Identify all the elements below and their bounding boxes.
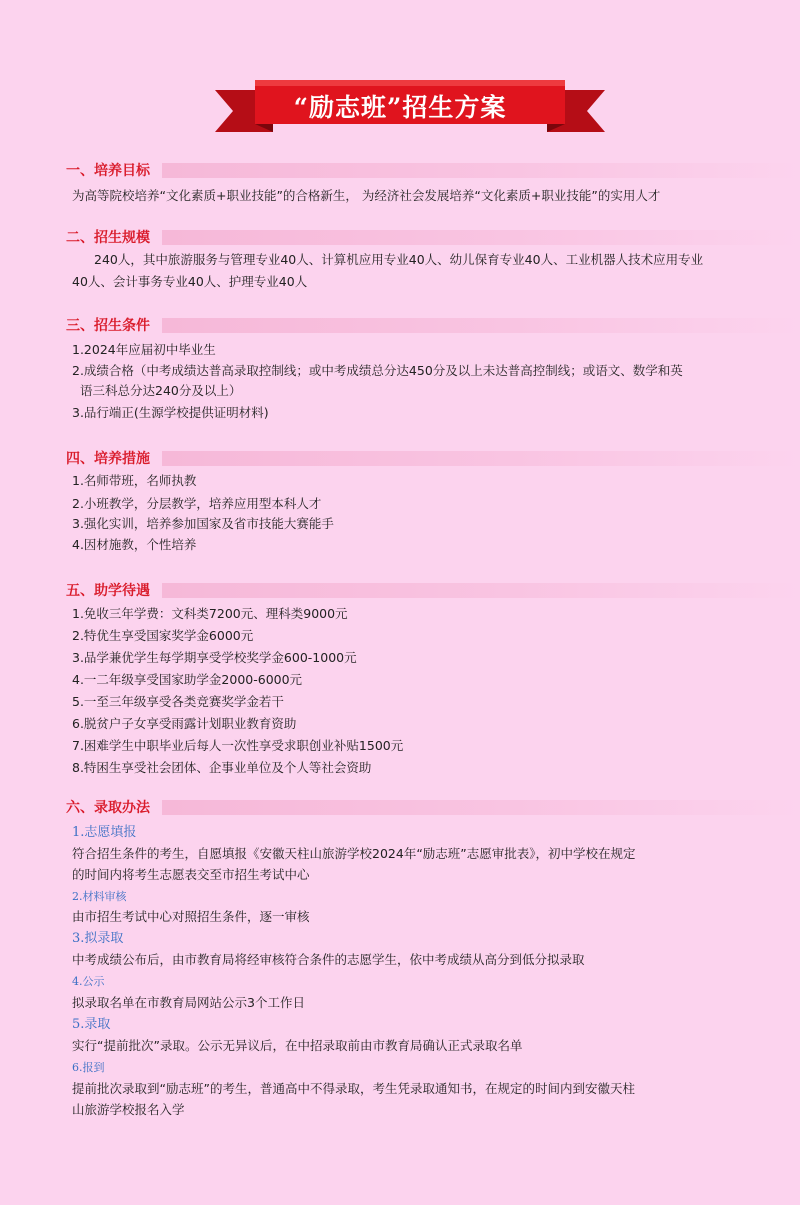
- text-line: 240人，其中旅游服务与管理专业40人、计算机应用专业40人、幼儿保育专业40人、工业机器人技术应用专业: [94, 252, 704, 267]
- text-line: 3.强化实训，培养参加国家及省市技能大赛能手: [72, 516, 334, 531]
- text-line: 1.免收三年学费：文科类7200元、理科类9000元: [72, 606, 348, 621]
- text-line: 为高等院校培养“文化素质+职业技能”的合格新生， 为经济社会发展培养“文化素质+职业技能”的实用人才: [72, 188, 661, 203]
- text-line: 提前批次录取到“励志班”的考生，普通高中不得录取，考生凭录取通知书，在规定的时间内到安徽天柱: [72, 1081, 635, 1096]
- section-admission: [0, 798, 800, 1117]
- section-measures: [0, 449, 800, 552]
- section-title: 六、录取办法: [66, 798, 160, 818]
- step-label: 6.报到: [72, 1061, 105, 1074]
- section-bar: [162, 451, 800, 466]
- text-line: 山旅游学校报名入学: [72, 1102, 185, 1117]
- step-label: 5.录取: [72, 1017, 111, 1032]
- text-line: 2.成绩合格（中考成绩达普高录取控制线；或中考成绩总分达450分及以上未达普高控制线；或语文、数学和英: [72, 363, 683, 378]
- text-line: 7.困难学生中职毕业后每人一次性享受求职创业补贴1500元: [72, 738, 404, 753]
- text-line: 的时间内将考生志愿表交至市招生考试中心: [72, 867, 310, 882]
- section-bar: [162, 800, 800, 815]
- section-bar: [162, 583, 800, 598]
- step-label: 3.拟录取: [72, 931, 124, 946]
- section-title: 一、培养目标: [66, 161, 160, 181]
- section-requirements: [0, 316, 800, 420]
- section-title: 四、培养措施: [66, 449, 160, 469]
- text-line: 拟录取名单在市教育局网站公示3个工作日: [72, 995, 305, 1010]
- section-title: 二、招生规模: [66, 228, 160, 248]
- page-title: “励志班”招生方案: [293, 93, 507, 122]
- text-line: 8.特困生享受社会团体、企事业单位及个人等社会资助: [72, 760, 372, 775]
- text-line: 1.名师带班，名师执教: [72, 473, 197, 488]
- step-label: 4.公示: [72, 975, 105, 988]
- text-line: 语三科总分达240分及以上）: [80, 383, 242, 398]
- section-title: 五、助学待遇: [66, 581, 160, 601]
- section-title: 三、招生条件: [66, 316, 160, 336]
- text-line: 符合招生条件的考生，自愿填报《安徽天柱山旅游学校2024年“励志班”志愿审批表》，初中学校在规定: [72, 846, 636, 861]
- section-bar: [162, 163, 800, 178]
- step-label: 2.材料审核: [72, 890, 127, 903]
- section-bar: [162, 318, 800, 333]
- text-line: 3.品学兼优学生每学期享受学校奖学金600-1000元: [72, 650, 357, 665]
- text-line: 2.特优生享受国家奖学金6000元: [72, 628, 254, 643]
- section-training-goal: [0, 161, 800, 203]
- text-line: 4.一二年级享受国家助学金2000-6000元: [72, 672, 303, 687]
- text-line: 40人、会计事务专业40人、护理专业40人: [72, 274, 308, 289]
- text-line: 5.一至三年级享受各类竞赛奖学金若干: [72, 694, 284, 709]
- text-line: 6.脱贫户子女享受雨露计划职业教育资助: [72, 716, 297, 731]
- text-line: 中考成绩公布后，由市教育局将经审核符合条件的志愿学生，依中考成绩从高分到低分拟录取: [72, 952, 585, 967]
- section-enrollment-scale: [0, 228, 800, 289]
- section-bar: [162, 230, 800, 245]
- step-label: 1.志愿填报: [72, 825, 137, 840]
- text-line: 1.2024年应届初中毕业生: [72, 342, 216, 357]
- text-line: 3.品行端正(生源学校提供证明材料): [72, 405, 269, 420]
- text-line: 实行“提前批次”录取。公示无异议后，在中招录取前由市教育局确认正式录取名单: [72, 1038, 523, 1053]
- text-line: 由市招生考试中心对照招生条件，逐一审核: [72, 909, 310, 924]
- section-financial-aid: [0, 581, 800, 775]
- text-line: 2.小班教学，分层教学，培养应用型本科人才: [72, 496, 322, 511]
- text-line: 4.因材施教，个性培养: [72, 537, 197, 552]
